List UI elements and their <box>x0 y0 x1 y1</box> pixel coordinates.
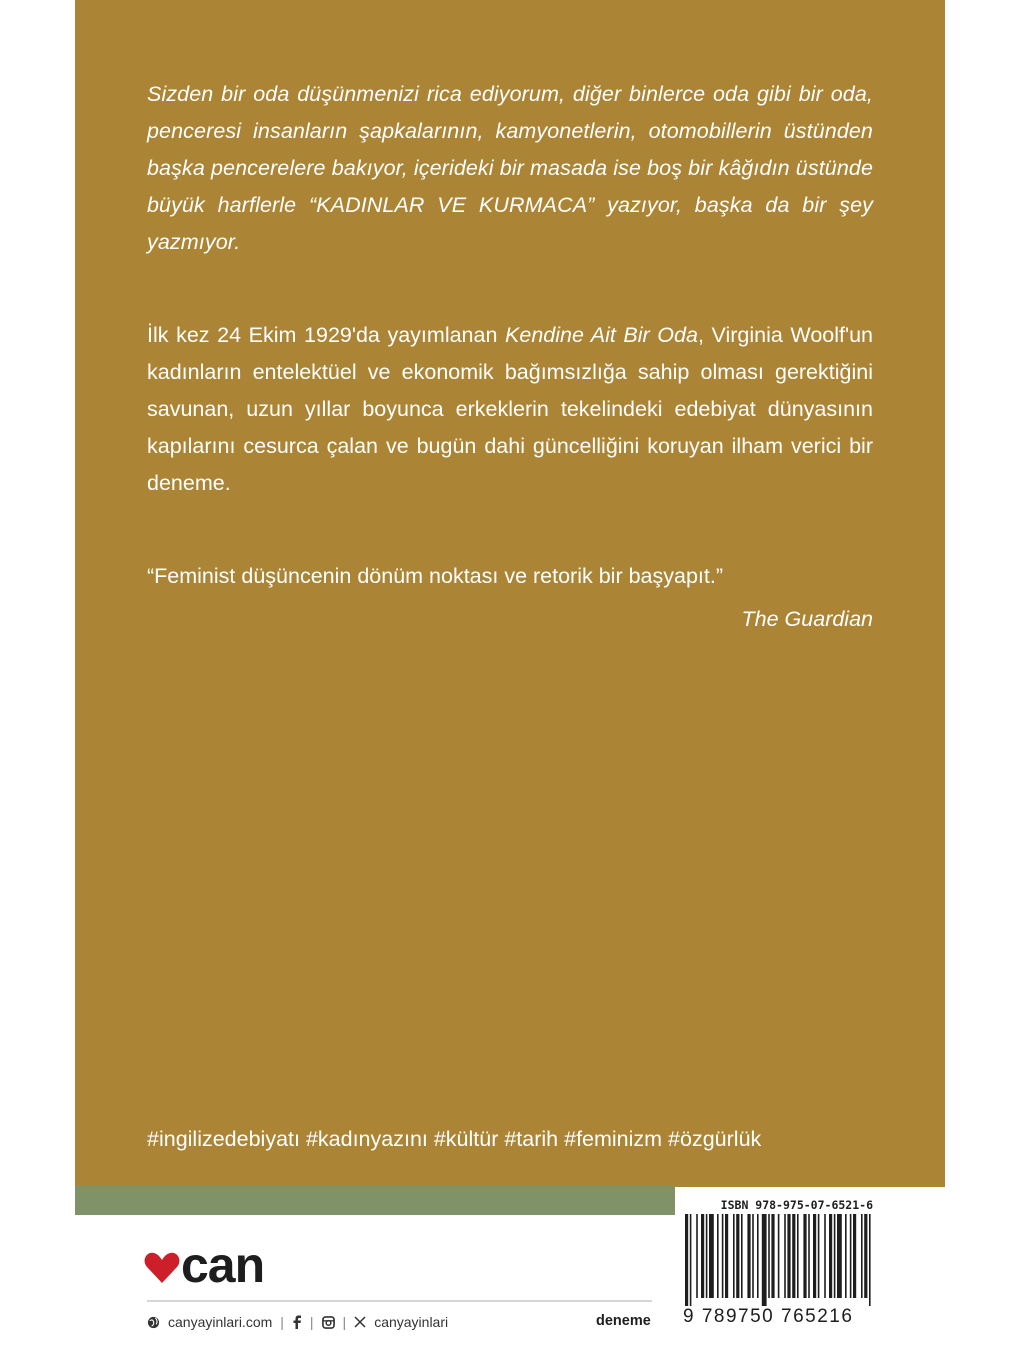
social-handle[interactable]: canyayinlari <box>374 1314 449 1330</box>
barcode-bar <box>829 1214 832 1298</box>
heart-logo-icon <box>144 1250 180 1284</box>
barcode-bar <box>696 1214 698 1298</box>
barcode-bar <box>725 1214 728 1298</box>
barcode-bar <box>837 1214 842 1298</box>
hashtags: #ingilizedebiyatı #kadınyazını #kültür #tarih #feminizm #özgürlük <box>147 1127 762 1151</box>
barcode-bar <box>792 1214 795 1298</box>
barcode-bar <box>797 1214 799 1298</box>
barcode-bar <box>771 1214 774 1298</box>
blurb-text: Sizden bir oda düşünmenizi rica ediyorum, diğer binlerce oda gibi bir oda, penceresi insanların şapkalarının, kamyonetlerin, otomobillerin üstünden başka pencerelere bakıyor, içerideki bir masada ise boş bir kâğıdın üstünde büyük harflerle “KADINLAR VE KURMACA” yazıyor, başka da bir şey yazmıyor. <box>147 82 873 254</box>
barcode-bar <box>834 1214 836 1298</box>
barcode-bar <box>733 1214 735 1298</box>
barcode-bar <box>762 1214 767 1306</box>
barcode-bar <box>752 1214 754 1298</box>
publisher-logo-text: can <box>181 1237 265 1293</box>
barcode-bar <box>850 1214 852 1298</box>
barcode-bar <box>824 1214 826 1298</box>
barcode-bar <box>701 1214 704 1298</box>
barcode-bar <box>706 1214 708 1298</box>
facebook-icon[interactable] <box>292 1315 302 1329</box>
barcode-bar <box>768 1214 770 1298</box>
barcode-bar <box>757 1214 759 1298</box>
instagram-icon[interactable] <box>322 1316 335 1329</box>
barcode-bar <box>808 1214 810 1298</box>
barcode-bar <box>845 1214 847 1298</box>
description-intro: İlk kez 24 Ekim 1929'da yayımlanan <box>147 323 506 347</box>
footer-divider <box>147 1300 652 1302</box>
separator: | <box>342 1314 347 1330</box>
green-band <box>75 1186 675 1215</box>
barcode-bar <box>818 1214 820 1298</box>
green-band-slant <box>650 1186 675 1215</box>
globe-icon <box>147 1316 160 1329</box>
barcode-bar <box>787 1214 790 1298</box>
book-back-cover <box>75 0 945 1360</box>
barcode <box>683 1214 875 1306</box>
genre-label: deneme <box>596 1313 651 1329</box>
barcode-bar <box>869 1214 871 1306</box>
review-source: The Guardian <box>741 607 873 631</box>
description-body: , Virginia Woolf'un kadınların entelektüel ve ekonomik bağımsızlığa sahip olması gerektiğini savunan, uzun yıllar boyunca erkeklerin tekelindeki edebiyat dünyasının kapılarını cesurca çalan ve bugün dahi güncelliğini koruyan ilham verici bir deneme. <box>147 323 874 495</box>
barcode-bar <box>778 1214 780 1298</box>
barcode-bar <box>736 1214 739 1298</box>
barcode-bar <box>813 1214 816 1298</box>
barcode-bar <box>709 1214 714 1298</box>
barcode-bar <box>784 1214 786 1298</box>
separator: | <box>280 1314 284 1330</box>
review-quote: “Feminist düşüncenin dönüm noktası ve retorik bir başyapıt.” <box>147 564 723 588</box>
publisher-website[interactable]: canyayinlari.com <box>168 1314 273 1330</box>
x-icon[interactable] <box>354 1316 366 1328</box>
barcode-bar <box>722 1214 724 1298</box>
separator: | <box>309 1314 314 1330</box>
gold-panel <box>75 0 945 1187</box>
barcode-bar <box>741 1214 743 1298</box>
barcode-bar <box>864 1214 867 1298</box>
barcode-bar <box>685 1214 688 1306</box>
book-title: Kendine Ait Bir Oda <box>505 323 698 347</box>
barcode-bar <box>853 1214 856 1298</box>
barcode-digits: 9 789750 765216 <box>683 1306 854 1327</box>
barcode-bar <box>861 1214 863 1298</box>
barcode-bar <box>747 1214 750 1298</box>
barcode-bar <box>717 1214 719 1298</box>
barcode-bar <box>690 1214 692 1306</box>
barcode-bar <box>803 1214 806 1298</box>
description-paragraph <box>147 317 873 502</box>
isbn-label: ISBN 978-975-07-6521-6 <box>720 1198 873 1212</box>
publisher-footer <box>147 1312 448 1332</box>
